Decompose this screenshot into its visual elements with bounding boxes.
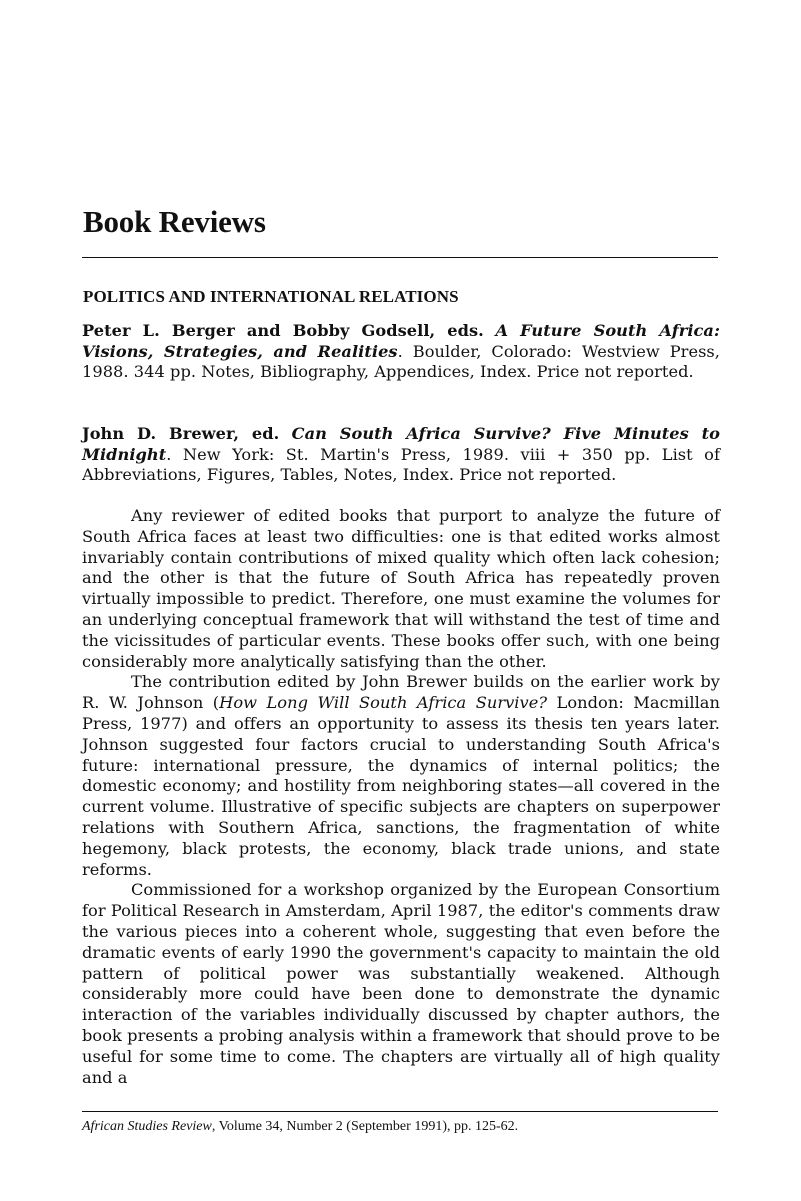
citation-publication-details: . New York: St. Martin's Press, 1989. viii + 350 pp. List of Abbreviations, Figures, Tables, Notes, Index. Price not reported. (82, 444, 720, 484)
citation-publication-details: . Boulder, Colorado: Westview Press, 1988. 344 pp. Notes, Bibliography, Appendices, Index. Price not reported. (82, 341, 720, 381)
review-body (82, 506, 720, 1088)
citation-editors: John D. Brewer, ed. (82, 424, 280, 443)
footer-divider (82, 1111, 718, 1112)
review-paragraph: Commissioned for a workshop organized by the European Consortium for Political Research in Amsterdam, April 1987, the editor's comments draw the various pieces into a coherent whole, suggesting that even before the dramatic events of early 1990 the government's capacity to maintain the old pattern of political power was substantially weakened. Although considerably more could have been done to demonstrate the dynamic interaction of the variables individually discussed by chapter authors, the book presents a probing analysis within a framework that should prove to be useful for some time to come. The chapters are virtually all of high quality and a (82, 880, 720, 1087)
book-citation (82, 321, 720, 383)
book-citation (82, 424, 720, 486)
review-paragraph: Any reviewer of edited books that purport to analyze the future of South Africa faces at least two difficulties: one is that edited works almost invariably contain contributions of mixed quality which often lack cohesion; and the other is that the future of South Africa has repeatedly proven virtually impossible to predict. Therefore, one must examine the volumes for an underlying conceptual framework that will withstand the test of time and the vicissitudes of particular events. These books offer such, with one being considerably more analytically satisfying than the other. (82, 506, 720, 671)
citation-editors: Peter L. Berger and Bobby Godsell, eds. (82, 321, 484, 340)
review-paragraph (82, 672, 720, 880)
citation-book-title: Can South Africa Survive? Five Minutes to Midnight (82, 424, 720, 464)
review-text: The contribution edited by John Brewer builds on the earlier work by R. W. Johnson ( (82, 672, 720, 713)
title-divider (82, 257, 718, 258)
journal-footer (82, 1118, 518, 1136)
page-title: Book Reviews (83, 204, 266, 239)
journal-name: African Studies Review (82, 1119, 212, 1134)
citation-book-title: A Future South Africa: Visions, Strategies, and Realities (82, 321, 720, 361)
journal-issue-details: , Volume 34, Number 2 (September 1991), pp. 125-62. (211, 1119, 519, 1134)
cited-book-title: How Long Will South Africa Survive? (219, 693, 548, 713)
review-text: London: Macmillan Press, 1977) and offers an opportunity to assess its thesis ten years later. Johnson suggested four factors crucial to understanding South Africa's future: international pressure, the dynamics of internal politics; the domestic economy; and hostility from neighboring states—all covered in the current volume. Illustrative of specific subjects are chapters on superpower relations with Southern Africa, sanctions, the fragmentation of white hegemony, black protests, the economy, black trade unions, and state reforms. (82, 693, 720, 879)
section-heading: POLITICS AND INTERNATIONAL RELATIONS (83, 287, 459, 306)
